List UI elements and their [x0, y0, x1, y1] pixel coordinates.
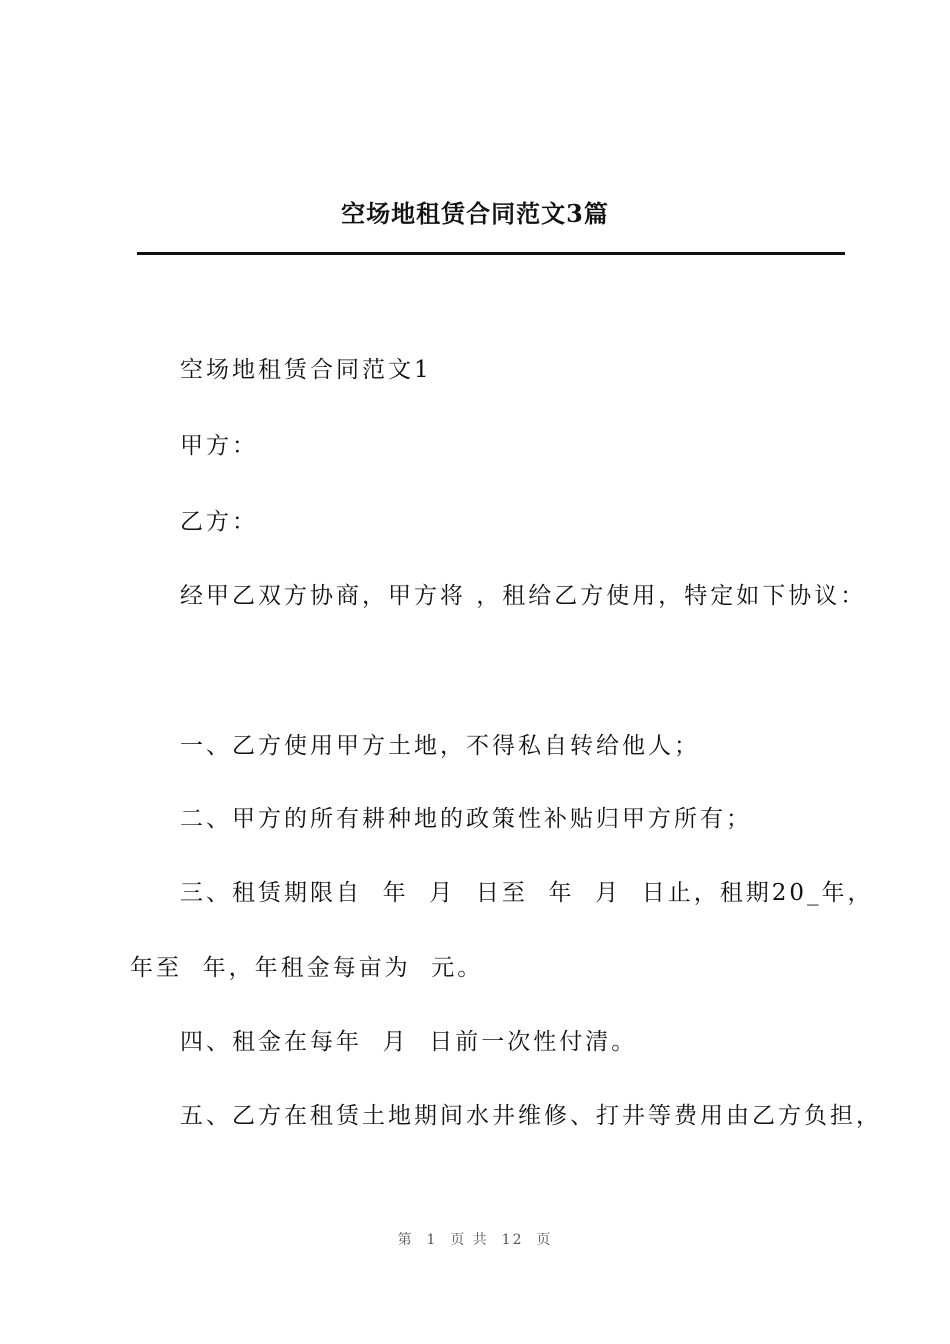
party-b-line: 乙方：	[180, 509, 258, 535]
title-underline	[137, 252, 845, 255]
clause-3: 三、租赁期限自 年 月 日至 年 月 日止，租期20_年，	[180, 880, 874, 906]
clause-4: 四、租金在每年 月 日前一次性付清。	[180, 1029, 638, 1055]
clause-3-continued: 年至 年，年租金每亩为 元。	[130, 955, 484, 981]
agreement-intro: 经甲乙双方协商，甲方将 ，租给乙方使用，特定如下协议：	[180, 583, 867, 609]
party-a-line: 甲方：	[180, 433, 258, 459]
clause-1: 一、乙方使用甲方土地，不得私自转给他人；	[180, 733, 700, 759]
section-heading: 空场地租赁合同范文1	[180, 357, 432, 383]
clause-2: 二、甲方的所有耕种地的政策性补贴归甲方所有；	[180, 806, 752, 832]
page-number-footer: 第 1 页 共 12 页	[397, 1232, 553, 1248]
document-title: 空场地租赁合同范文3篇	[341, 199, 609, 228]
clause-5: 五、乙方在租赁土地期间水井维修、打井等费用由乙方负担，	[180, 1103, 882, 1129]
